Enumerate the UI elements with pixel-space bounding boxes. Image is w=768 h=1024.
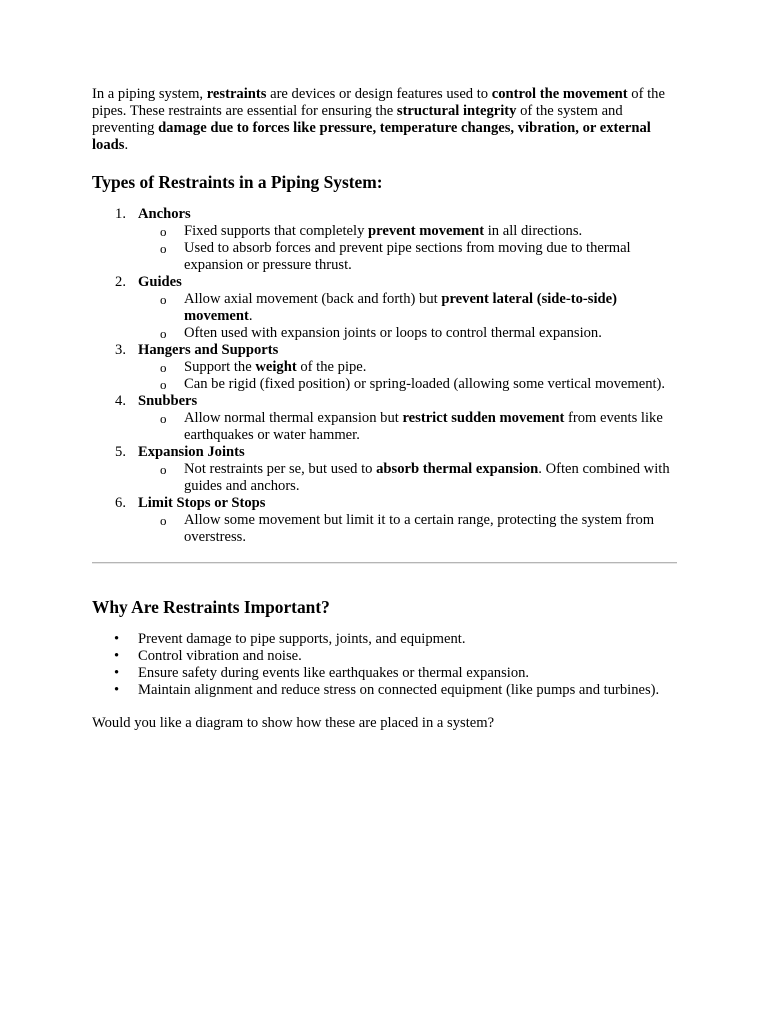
why-item-text: Prevent damage to pipe supports, joints, and equipment. xyxy=(138,631,466,647)
why-heading: Why Are Restraints Important? xyxy=(92,597,330,617)
type-item-anchors xyxy=(92,206,677,274)
sub-item xyxy=(138,223,677,240)
intro-bold-restraints: restraints xyxy=(206,86,267,102)
sub-bold: prevent movement xyxy=(368,223,485,239)
intro-bold-damage: damage due to forces like pressure, temperature changes, vibration, or external loads xyxy=(92,120,651,153)
closing-question: Would you like a diagram to show how these are placed in a system? xyxy=(92,715,495,731)
circle-bullet-icon: o xyxy=(160,326,167,341)
sub-text: Often used with expansion joints or loops to control thermal expansion. xyxy=(184,325,602,341)
sub-list xyxy=(138,410,677,444)
type-item-hangers-supports xyxy=(92,342,677,393)
restraint-types-list xyxy=(92,206,677,546)
type-title: Hangers and Supports xyxy=(138,342,279,358)
sub-text: of the pipe. xyxy=(296,359,367,375)
why-item xyxy=(92,631,677,648)
circle-bullet-icon: o xyxy=(160,224,167,239)
types-heading: Types of Restraints in a Piping System: xyxy=(92,172,383,192)
intro-text-1: In a piping system, xyxy=(92,86,207,102)
list-number: 6. xyxy=(115,495,126,511)
sub-item xyxy=(138,410,677,444)
sub-text: in all directions. xyxy=(484,223,583,239)
sub-text: Used to absorb forces and prevent pipe sections from moving due to thermal expansion or pressure thrust. xyxy=(184,240,631,273)
intro-text-5: . xyxy=(124,137,129,153)
intro-bold-structural-integrity: structural integrity xyxy=(396,103,517,119)
why-item-text: Ensure safety during events like earthquakes or thermal expansion. xyxy=(138,665,530,681)
sub-bold: restrict sudden movement xyxy=(402,410,565,426)
sub-item xyxy=(138,376,677,393)
sub-text: Support the xyxy=(184,359,256,375)
circle-bullet-icon: o xyxy=(160,411,167,426)
type-title: Anchors xyxy=(138,206,191,222)
circle-bullet-icon: o xyxy=(160,377,167,392)
sub-list xyxy=(138,291,677,342)
sub-item xyxy=(138,461,677,495)
bullet-dot-icon: • xyxy=(114,631,120,647)
why-item xyxy=(92,665,677,682)
intro-paragraph xyxy=(92,86,677,154)
sub-item xyxy=(138,325,677,342)
why-list xyxy=(92,631,677,699)
sub-text: Allow some movement but limit it to a certain range, protecting the system from overstress. xyxy=(184,512,655,545)
sub-list xyxy=(138,223,677,274)
circle-bullet-icon: o xyxy=(160,241,167,256)
sub-text: Allow normal thermal expansion but xyxy=(184,410,403,426)
list-number: 1. xyxy=(115,206,126,222)
sub-text: . Often combined with guides and anchors. xyxy=(184,461,670,494)
circle-bullet-icon: o xyxy=(160,513,167,528)
sub-item xyxy=(138,291,677,325)
sub-item xyxy=(138,240,677,274)
circle-bullet-icon: o xyxy=(160,462,167,477)
bullet-dot-icon: • xyxy=(114,665,120,681)
bullet-dot-icon: • xyxy=(114,682,120,698)
sub-item xyxy=(138,512,677,546)
sub-text: . xyxy=(248,308,253,324)
sub-text: Can be rigid (fixed position) or spring-loaded (allowing some vertical movement). xyxy=(184,376,666,392)
sub-bold: absorb thermal expansion xyxy=(376,461,539,477)
document-page xyxy=(92,86,677,732)
type-title: Limit Stops or Stops xyxy=(138,495,266,511)
type-item-expansion-joints xyxy=(92,444,677,495)
circle-bullet-icon: o xyxy=(160,360,167,375)
bullet-dot-icon: • xyxy=(114,648,120,664)
sub-list xyxy=(138,512,677,546)
type-item-limit-stops xyxy=(92,495,677,546)
type-title: Snubbers xyxy=(138,393,198,409)
sub-text: Allow axial movement (back and forth) but xyxy=(184,291,442,307)
circle-bullet-icon: o xyxy=(160,292,167,307)
why-item-text: Maintain alignment and reduce stress on connected equipment (like pumps and turbines). xyxy=(138,682,660,698)
sub-list xyxy=(138,359,677,393)
why-item-text: Control vibration and noise. xyxy=(138,648,302,664)
list-number: 2. xyxy=(115,274,126,290)
sub-bold: prevent lateral (side-to-side) movement xyxy=(184,291,617,324)
intro-text-4: of the system and preventing xyxy=(92,103,623,136)
list-number: 5. xyxy=(115,444,126,460)
list-number: 4. xyxy=(115,393,126,409)
intro-text-2: are devices or design features used to xyxy=(266,86,492,102)
horizontal-divider xyxy=(92,562,677,564)
type-title: Expansion Joints xyxy=(138,444,245,460)
sub-text: Fixed supports that completely xyxy=(184,223,369,239)
type-item-snubbers xyxy=(92,393,677,444)
intro-bold-control-movement: control the movement xyxy=(491,86,628,102)
intro-text-3: of the pipes. These restraints are essential for ensuring the xyxy=(92,86,665,119)
sub-bold: weight xyxy=(255,359,297,375)
sub-list xyxy=(138,461,677,495)
why-item xyxy=(92,648,677,665)
sub-text: from events like earthquakes or water hammer. xyxy=(184,410,663,443)
why-item xyxy=(92,682,677,699)
list-number: 3. xyxy=(115,342,126,358)
sub-text: Not restraints per se, but used to xyxy=(184,461,377,477)
type-item-guides xyxy=(92,274,677,342)
sub-item xyxy=(138,359,677,376)
type-title: Guides xyxy=(138,274,182,290)
